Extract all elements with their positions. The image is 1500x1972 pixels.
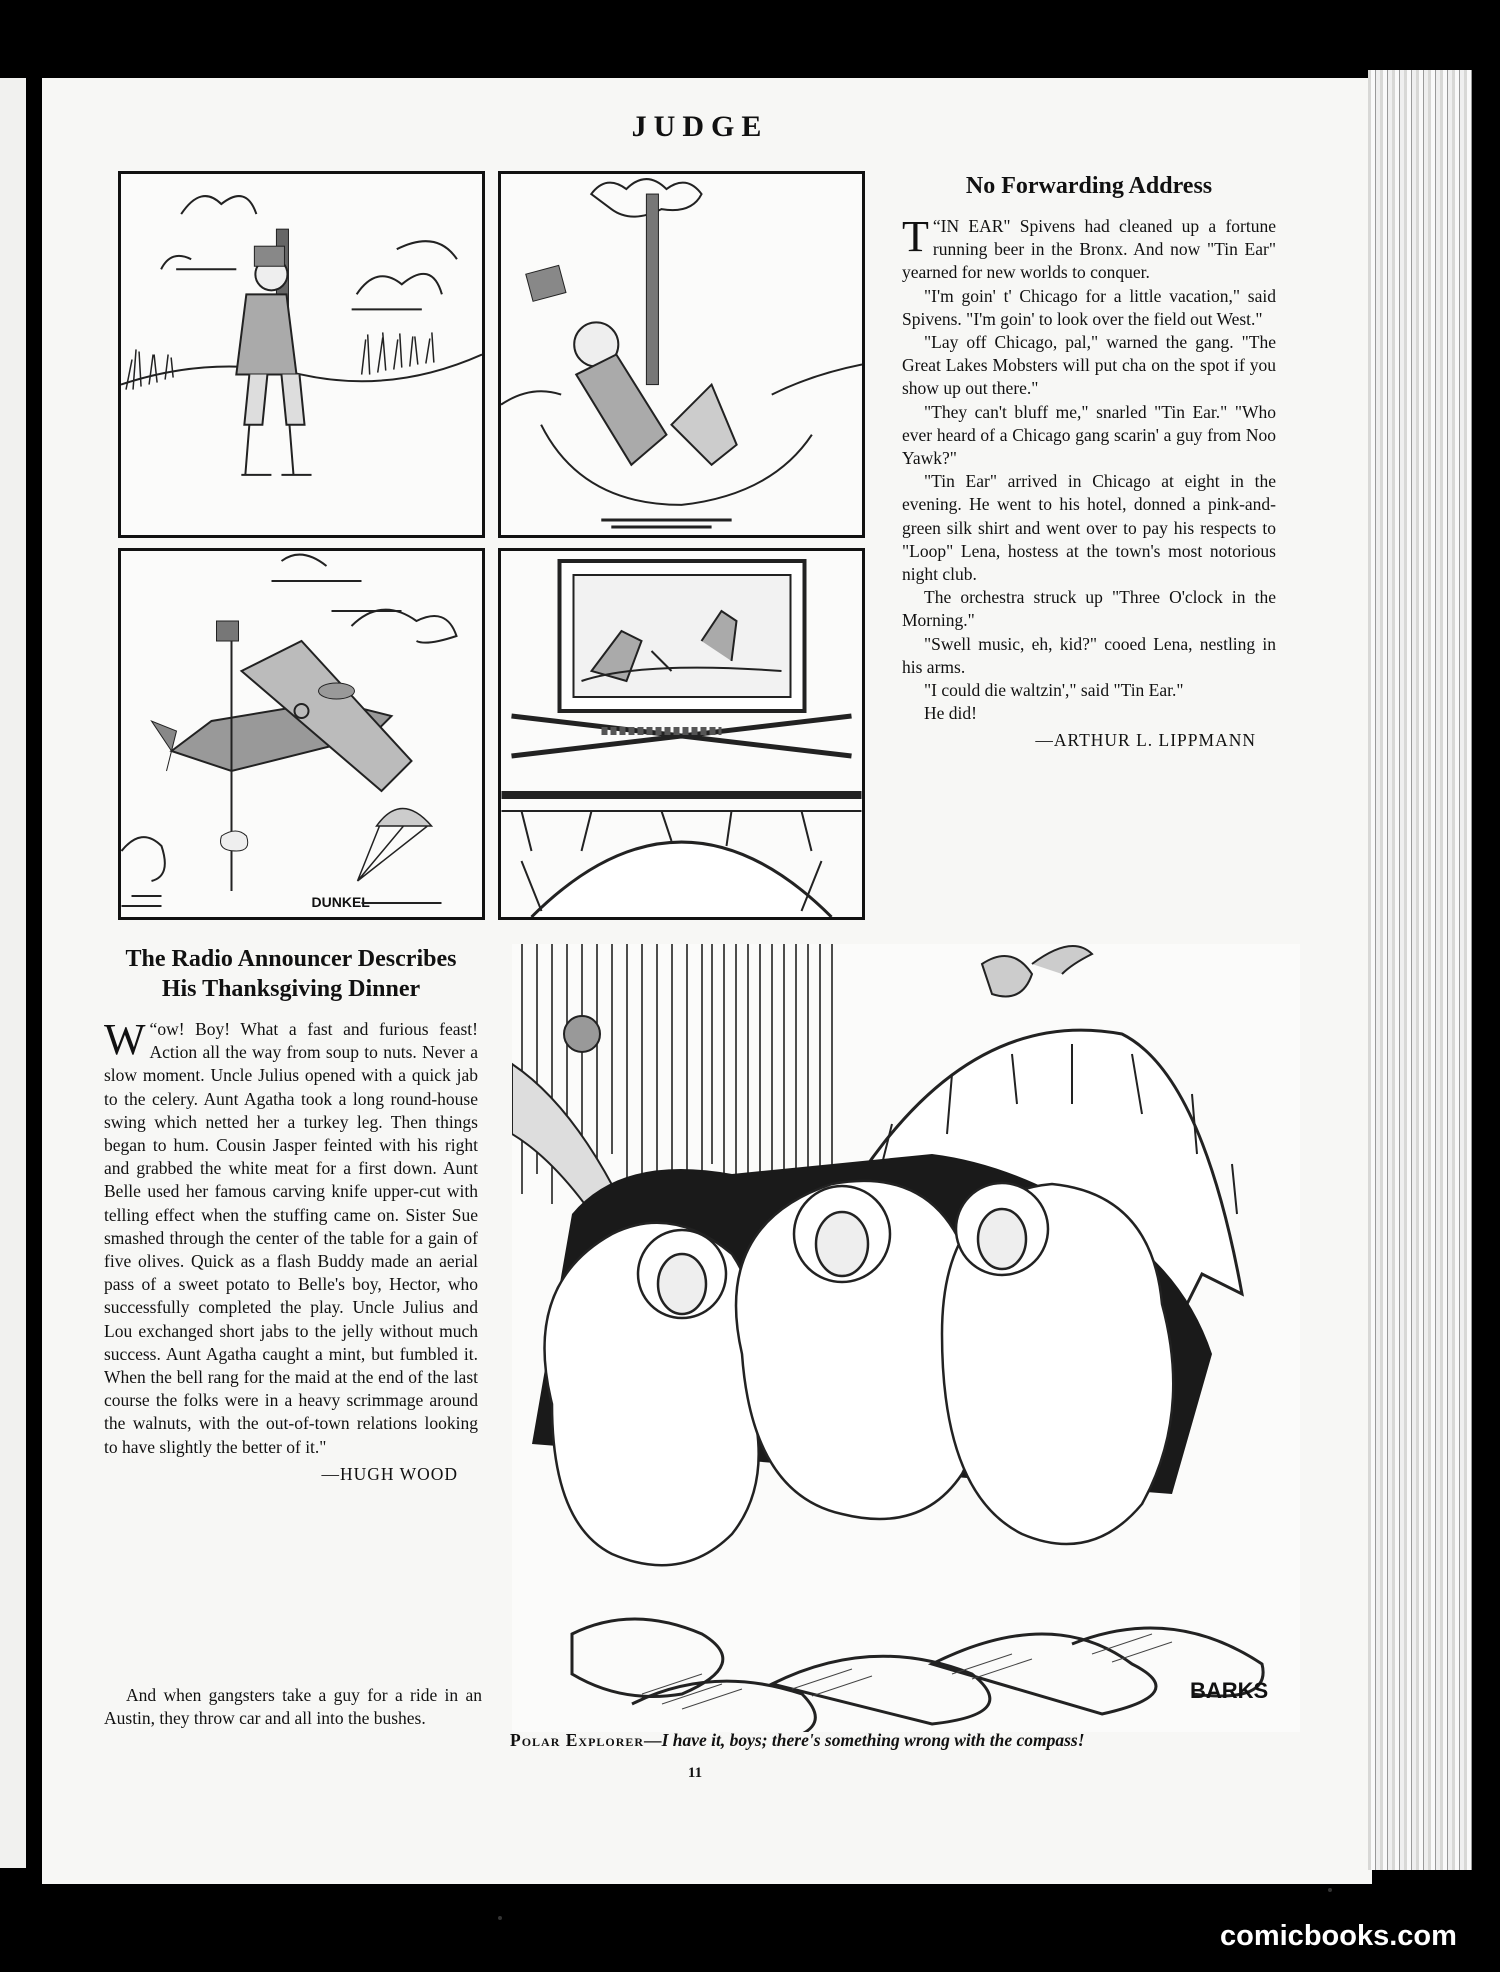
- book-page-edges: [1368, 70, 1472, 1870]
- previous-page-edge: [0, 78, 26, 1868]
- drop-cap: T: [902, 212, 929, 261]
- opening-quote: “: [932, 216, 941, 236]
- story-body-text: ow! Boy! What a fast and furious feast! Action all the way from soup to nuts. Never a slow moment. Uncle Julius opened with a quick jab to the celery. Aunt Agatha took a long round-house swing which netted her a turkey leg. Then things began to hum. Cousin Jasper feinted with his right and grabbed the white meat for a first down. Aunt Belle used her famous carving knife upper-cut with telling effect when the stuffing came on. Sister Sue smashed through the center of the table for a gain of five olives. Quick as a flash Buddy made an aerial pass of a sweet potato to Belle's boy, Hector, who successfully completed the play. Uncle Julius and Lou exchanged short jabs to the jelly without much success. Aunt Agatha caught a mint, but fumbled it. When the bell rang for the maid at the end of the last course the folks were in a heavy scrimmage around the walnuts, with the out-of-town relations looking to have slightly the better of it.": [104, 1019, 478, 1457]
- comic-panel-4: [498, 548, 865, 920]
- site-watermark: comicbooks.com: [1220, 1920, 1457, 1952]
- caption-text: —I have it, boys; there's something wrong with the compass!: [644, 1730, 1085, 1750]
- story-paragraph: "Swell music, eh, kid?" cooed Lena, nestling in his arms.: [902, 633, 1276, 677]
- comic-panel-1: [118, 171, 485, 538]
- story-paragraph: "Tin Ear" arrived in Chicago at eight in the evening. He went to his hotel, donned a pink-and-green silk shirt and went over to pay his respects to "Loop" Lena, hostess at the town's most notorious night club.: [902, 471, 1276, 585]
- opening-text: IN EAR" Spivens had cleaned up a fortune running beer in the Bronx. And now "Tin Ear" yearned for new worlds to conquer.: [902, 216, 1276, 283]
- ink-speck: [1328, 1888, 1332, 1892]
- masthead: JUDGE: [631, 110, 769, 143]
- trophy-mantel-drawing: [501, 551, 862, 917]
- ink-speck: [498, 1916, 502, 1920]
- story-body: [104, 1015, 478, 1459]
- story-paragraph: The orchestra struck up "Three O'clock in the Morning.": [902, 587, 1276, 631]
- story-opening-paragraph: [902, 212, 1276, 285]
- drop-cap: W: [104, 1015, 146, 1064]
- comic-panel-3: [118, 548, 485, 920]
- story-title: [104, 944, 478, 1004]
- comic-signature-dunkel: DUNKEL: [311, 894, 370, 910]
- story-paragraph: "I could die waltzin'," said "Tin Ear.": [924, 680, 1184, 701]
- cartoon-signature-barks: BARKS: [1190, 1678, 1269, 1703]
- filler-joke: [104, 1684, 482, 1730]
- hunter-standing-drawing: [121, 174, 482, 535]
- story-radio-announcer: [104, 944, 478, 1486]
- story-paragraph: "Lay off Chicago, pal," warned the gang. "The Great Lakes Mobsters will put cha on the spot if you show up out there.": [902, 332, 1276, 399]
- story-paragraph: "I'm goin' t' Chicago for a little vacation," said Spivens. "I'm goin' to look over the field out West.": [902, 285, 1276, 329]
- story-no-forwarding-address: [902, 171, 1276, 753]
- story-title: No Forwarding Address: [965, 173, 1213, 199]
- story-title-line-1: The Radio Announcer Describes: [125, 946, 457, 972]
- story-byline: —ARTHUR L. LIPPMANN: [1035, 730, 1256, 751]
- hunter-recoil-drawing: [501, 174, 862, 535]
- polar-explorers-drawing: [512, 944, 1300, 1732]
- filler-text: And when gangsters take a guy for a ride in an Austin, they throw car and all into the bushes.: [104, 1685, 482, 1728]
- story-title-line-2: His Thanksgiving Dinner: [161, 976, 421, 1002]
- polar-explorer-cartoon: [512, 944, 1300, 1732]
- comic-panel-2: [498, 171, 865, 538]
- caption-speaker: Polar Explorer: [510, 1730, 645, 1750]
- story-paragraph: He did!: [924, 703, 977, 724]
- airplane-drawing: [121, 551, 482, 917]
- page-number: 11: [687, 1765, 703, 1781]
- story-byline: —HUGH WOOD: [321, 1463, 458, 1484]
- opening-quote: “: [149, 1019, 158, 1039]
- story-paragraph: "They can't bluff me," snarled "Tin Ear." "Who ever heard of a Chicago gang scarin' a guy from Noo Yawk?": [902, 401, 1276, 469]
- cartoon-caption: [510, 1730, 1310, 1751]
